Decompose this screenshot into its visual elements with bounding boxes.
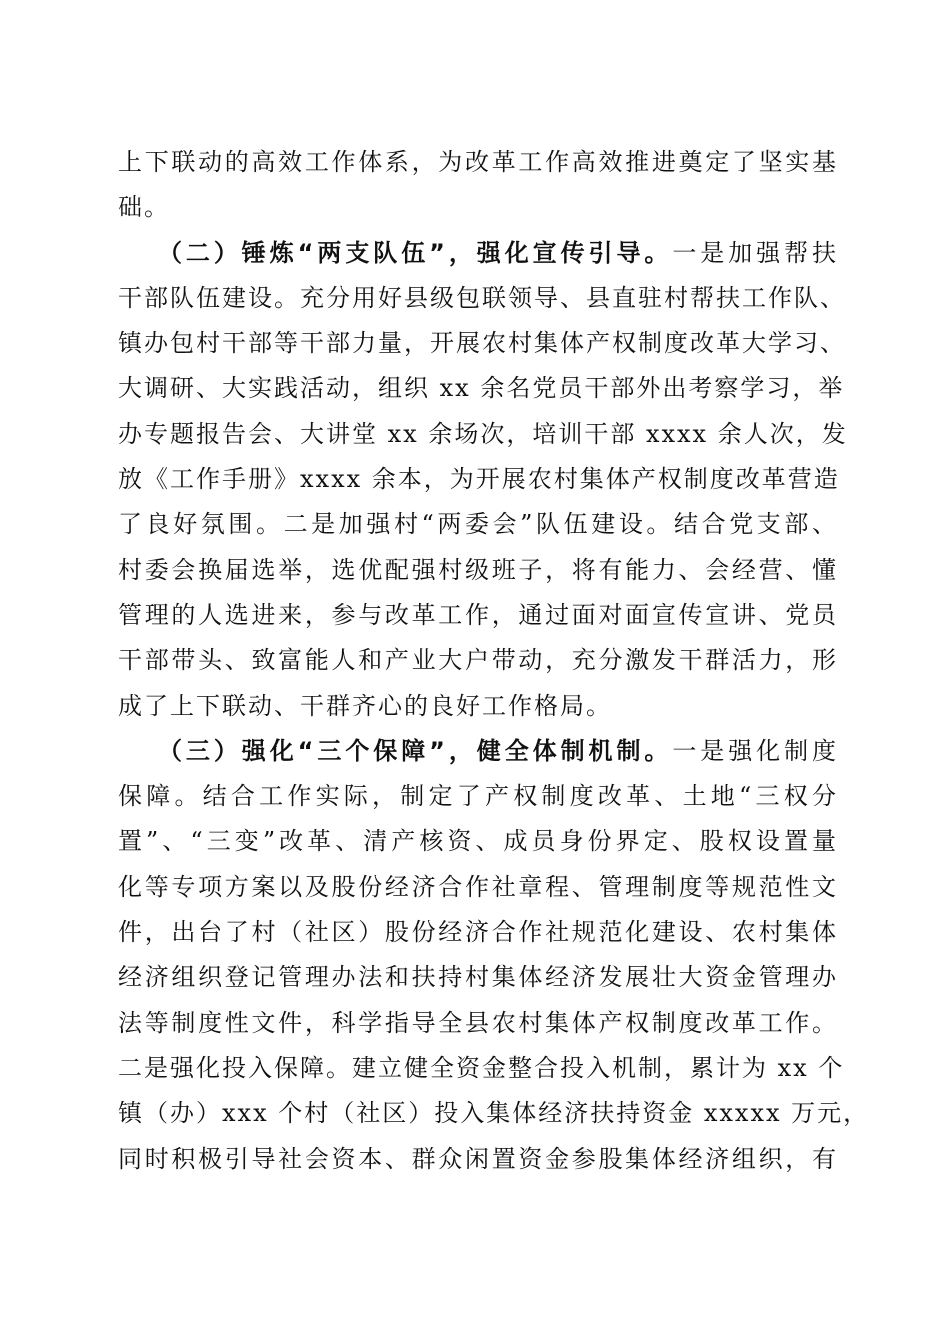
text-line: 础。 xyxy=(118,193,170,222)
section-heading-3-line xyxy=(118,729,838,774)
text-line: 件，出台了村（社区）股份经济合作社规范化建设、农村集体 xyxy=(118,918,838,947)
text-line: 同时积极引导社会资本、群众闲置资金参股集体经济组织，有 xyxy=(118,1144,838,1173)
text-line: 管理的人选进来，参与改革工作，通过面对面宣传宣讲、党员 xyxy=(118,600,838,629)
text-line: 村委会换届选举，选优配强村级班子，将有能力、会经营、懂 xyxy=(118,555,838,584)
text-line: 保障。结合工作实际，制定了产权制度改革、土地“三权分 xyxy=(118,782,838,811)
text-line: 放《工作手册》xxxx 余本，为开展农村集体产权制度改革营造 xyxy=(118,465,840,494)
text-line: 干部带头、致富能人和产业大户带动，充分激发干群活力，形 xyxy=(118,646,838,675)
text-line: 干部队伍建设。充分用好县级包联领导、县直驻村帮扶工作队、 xyxy=(118,283,846,312)
text-line: 大调研、大实践活动，组织 xx 余名党员干部外出考察学习，举 xyxy=(118,374,845,403)
text-line: 上下联动的高效工作体系，为改革工作高效推进奠定了坚实基 xyxy=(118,148,838,176)
text-line: 了良好氛围。二是加强村“两委会”队伍建设。结合党支部、 xyxy=(118,510,838,539)
section-heading-2-continuation: 一是加强帮扶 xyxy=(672,238,839,267)
text-line: 成了上下联动、干群齐心的良好工作格局。 xyxy=(118,691,612,720)
text-line: 置”、“三变”改革、清产核资、成员身份界定、股权设置量 xyxy=(118,827,838,856)
text-line: 办专题报告会、大讲堂 xx 余场次，培训干部 xxxx 余人次，发 xyxy=(118,419,848,448)
section-heading-2-line xyxy=(118,231,838,276)
text-line: 经济组织登记管理办法和扶持村集体经济发展壮大资金管理办 xyxy=(118,963,838,992)
text-line: 法等制度性文件，科学指导全县农村集体产权制度改革工作。 xyxy=(118,1008,838,1037)
body-text xyxy=(118,140,870,1182)
section-heading-2: （二）锤炼“两支队伍”，强化宣传引导。 xyxy=(158,238,673,267)
text-line: 化等专项方案以及股份经济合作社章程、管理制度等规范性文 xyxy=(118,872,838,901)
text-line: 二是强化投入保障。建立健全资金整合投入机制，累计为 xx 个 xyxy=(118,1053,845,1082)
section-heading-3-continuation: 一是强化制度 xyxy=(672,736,839,765)
text-line: 镇办包村干部等干部力量，开展农村集体产权制度改革大学习、 xyxy=(118,329,846,358)
text-line: 镇（办）xxx 个村（社区）投入集体经济扶持资金 xxxxx 万元， xyxy=(118,1099,870,1128)
section-heading-3: （三）强化“三个保障”，健全体制机制。 xyxy=(158,736,673,765)
